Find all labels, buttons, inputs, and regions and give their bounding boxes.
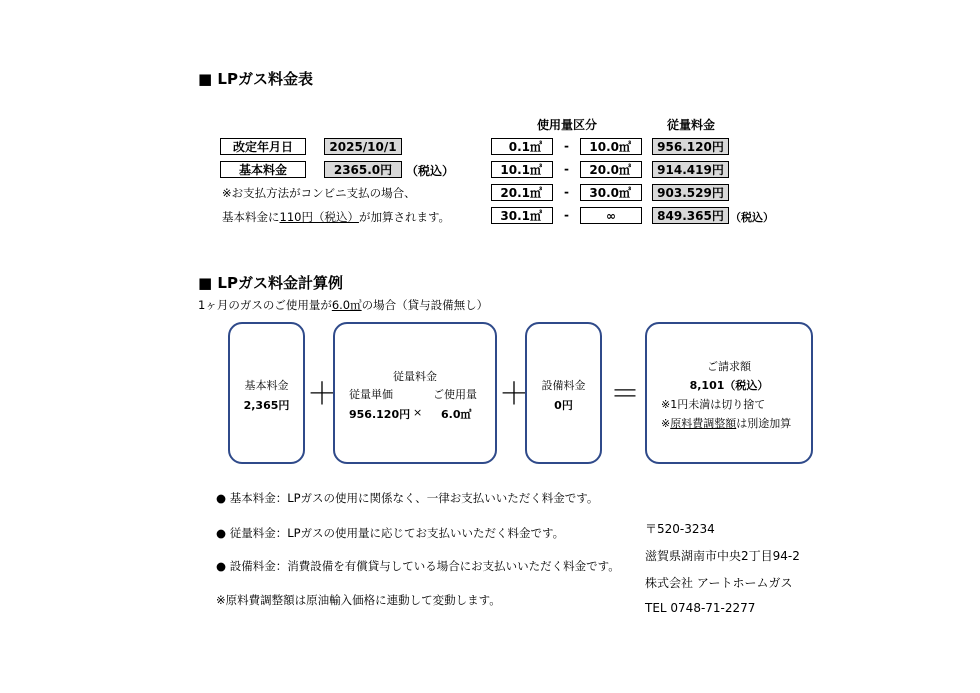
basic-card-title: 基本料金 bbox=[244, 379, 289, 392]
basic-card-value: 2,365円 bbox=[243, 399, 290, 412]
revision-date: 2025/10/1 bbox=[324, 138, 402, 155]
rate-header: 従量料金 bbox=[667, 118, 716, 132]
bill-card-title: ご請求額 bbox=[707, 360, 751, 373]
company-postal: 〒520-3234 bbox=[645, 522, 715, 536]
unit-price-label: 従量単価 bbox=[349, 388, 393, 401]
explain-usage: ● 従量料金：LPガスの使用量に応じてお支払いいただく料金です。 bbox=[216, 526, 565, 540]
row-from: 30.1㎥ bbox=[491, 207, 553, 224]
row-rate: 914.419円 bbox=[652, 161, 729, 178]
bill-card bbox=[645, 322, 813, 464]
row-to: ∞ bbox=[580, 207, 642, 224]
equipment-fee-card bbox=[525, 322, 602, 464]
row-rate: 849.365円 bbox=[652, 207, 729, 224]
company-name: 株式会社 アートホームガス bbox=[645, 576, 793, 590]
row-to: 30.0㎥ bbox=[580, 184, 642, 201]
usage-fee-card bbox=[333, 322, 497, 464]
row-dash: - bbox=[564, 162, 569, 176]
usage-card-title: 従量料金 bbox=[393, 370, 437, 383]
plus-sign: ＋ bbox=[307, 377, 337, 412]
rate-tax-note: （税込） bbox=[730, 211, 774, 224]
row-from: 0.1㎥ bbox=[491, 138, 553, 155]
table-heading: ■ LPガス料金表 bbox=[198, 70, 313, 88]
row-to: 20.0㎥ bbox=[580, 161, 642, 178]
bill-card-value: 8,101（税込） bbox=[689, 379, 769, 392]
bill-note-adjustment: ※原料費調整額は別途加算 bbox=[661, 417, 792, 430]
revision-label: 改定年月日 bbox=[220, 138, 306, 155]
explain-equipment: ● 設備料金：消費設備を有償貸与している場合にお支払いいただく料金です。 bbox=[216, 559, 620, 573]
payment-note-line2: 基本料金に110円（税込）が加算されます。 bbox=[222, 210, 451, 224]
row-dash: - bbox=[564, 185, 569, 199]
unit-price-value: 956.120円 bbox=[349, 408, 411, 421]
row-to: 10.0㎥ bbox=[580, 138, 642, 155]
row-dash: - bbox=[564, 139, 569, 153]
basic-fee-label: 基本料金 bbox=[220, 161, 306, 178]
basic-fee-card bbox=[228, 322, 305, 464]
multiply-sign: × bbox=[413, 406, 423, 419]
usage-range-header: 使用量区分 bbox=[537, 118, 598, 132]
basic-fee-value: 2365.0円 bbox=[324, 161, 402, 178]
equals-sign: ＝ bbox=[610, 377, 640, 412]
company-address: 滋賀県湖南市中央2丁目94-2 bbox=[645, 549, 800, 563]
row-rate: 903.529円 bbox=[652, 184, 729, 201]
usage-amount-value: 6.0㎥ bbox=[441, 408, 472, 421]
example-heading: ■ LPガス料金計算例 bbox=[198, 274, 343, 292]
explain-basic: ● 基本料金：LPガスの使用に関係なく、一律お支払いいただく料金です。 bbox=[216, 491, 599, 505]
equip-card-title: 設備料金 bbox=[541, 379, 586, 392]
explain-adjustment: ※原料費調整額は原油輸入価格に連動して変動します。 bbox=[216, 593, 501, 607]
row-from: 20.1㎥ bbox=[491, 184, 553, 201]
basic-fee-tax-note: （税込） bbox=[406, 164, 455, 178]
example-subtitle: 1ヶ月のガスのご使用量が6.0㎥の場合（貸与設備無し） bbox=[198, 298, 489, 312]
equip-card-value: 0円 bbox=[554, 399, 573, 412]
usage-amount-label: ご使用量 bbox=[433, 388, 477, 401]
plus-sign: ＋ bbox=[499, 377, 529, 412]
company-tel: TEL 0748-71-2277 bbox=[645, 601, 756, 615]
payment-note-line1: ※お支払方法がコンビニ支払の場合、 bbox=[222, 186, 416, 200]
row-rate: 956.120円 bbox=[652, 138, 729, 155]
row-from: 10.1㎥ bbox=[491, 161, 553, 178]
row-dash: - bbox=[564, 208, 569, 222]
bill-note-rounding: ※1円未満は切り捨て bbox=[661, 398, 766, 411]
